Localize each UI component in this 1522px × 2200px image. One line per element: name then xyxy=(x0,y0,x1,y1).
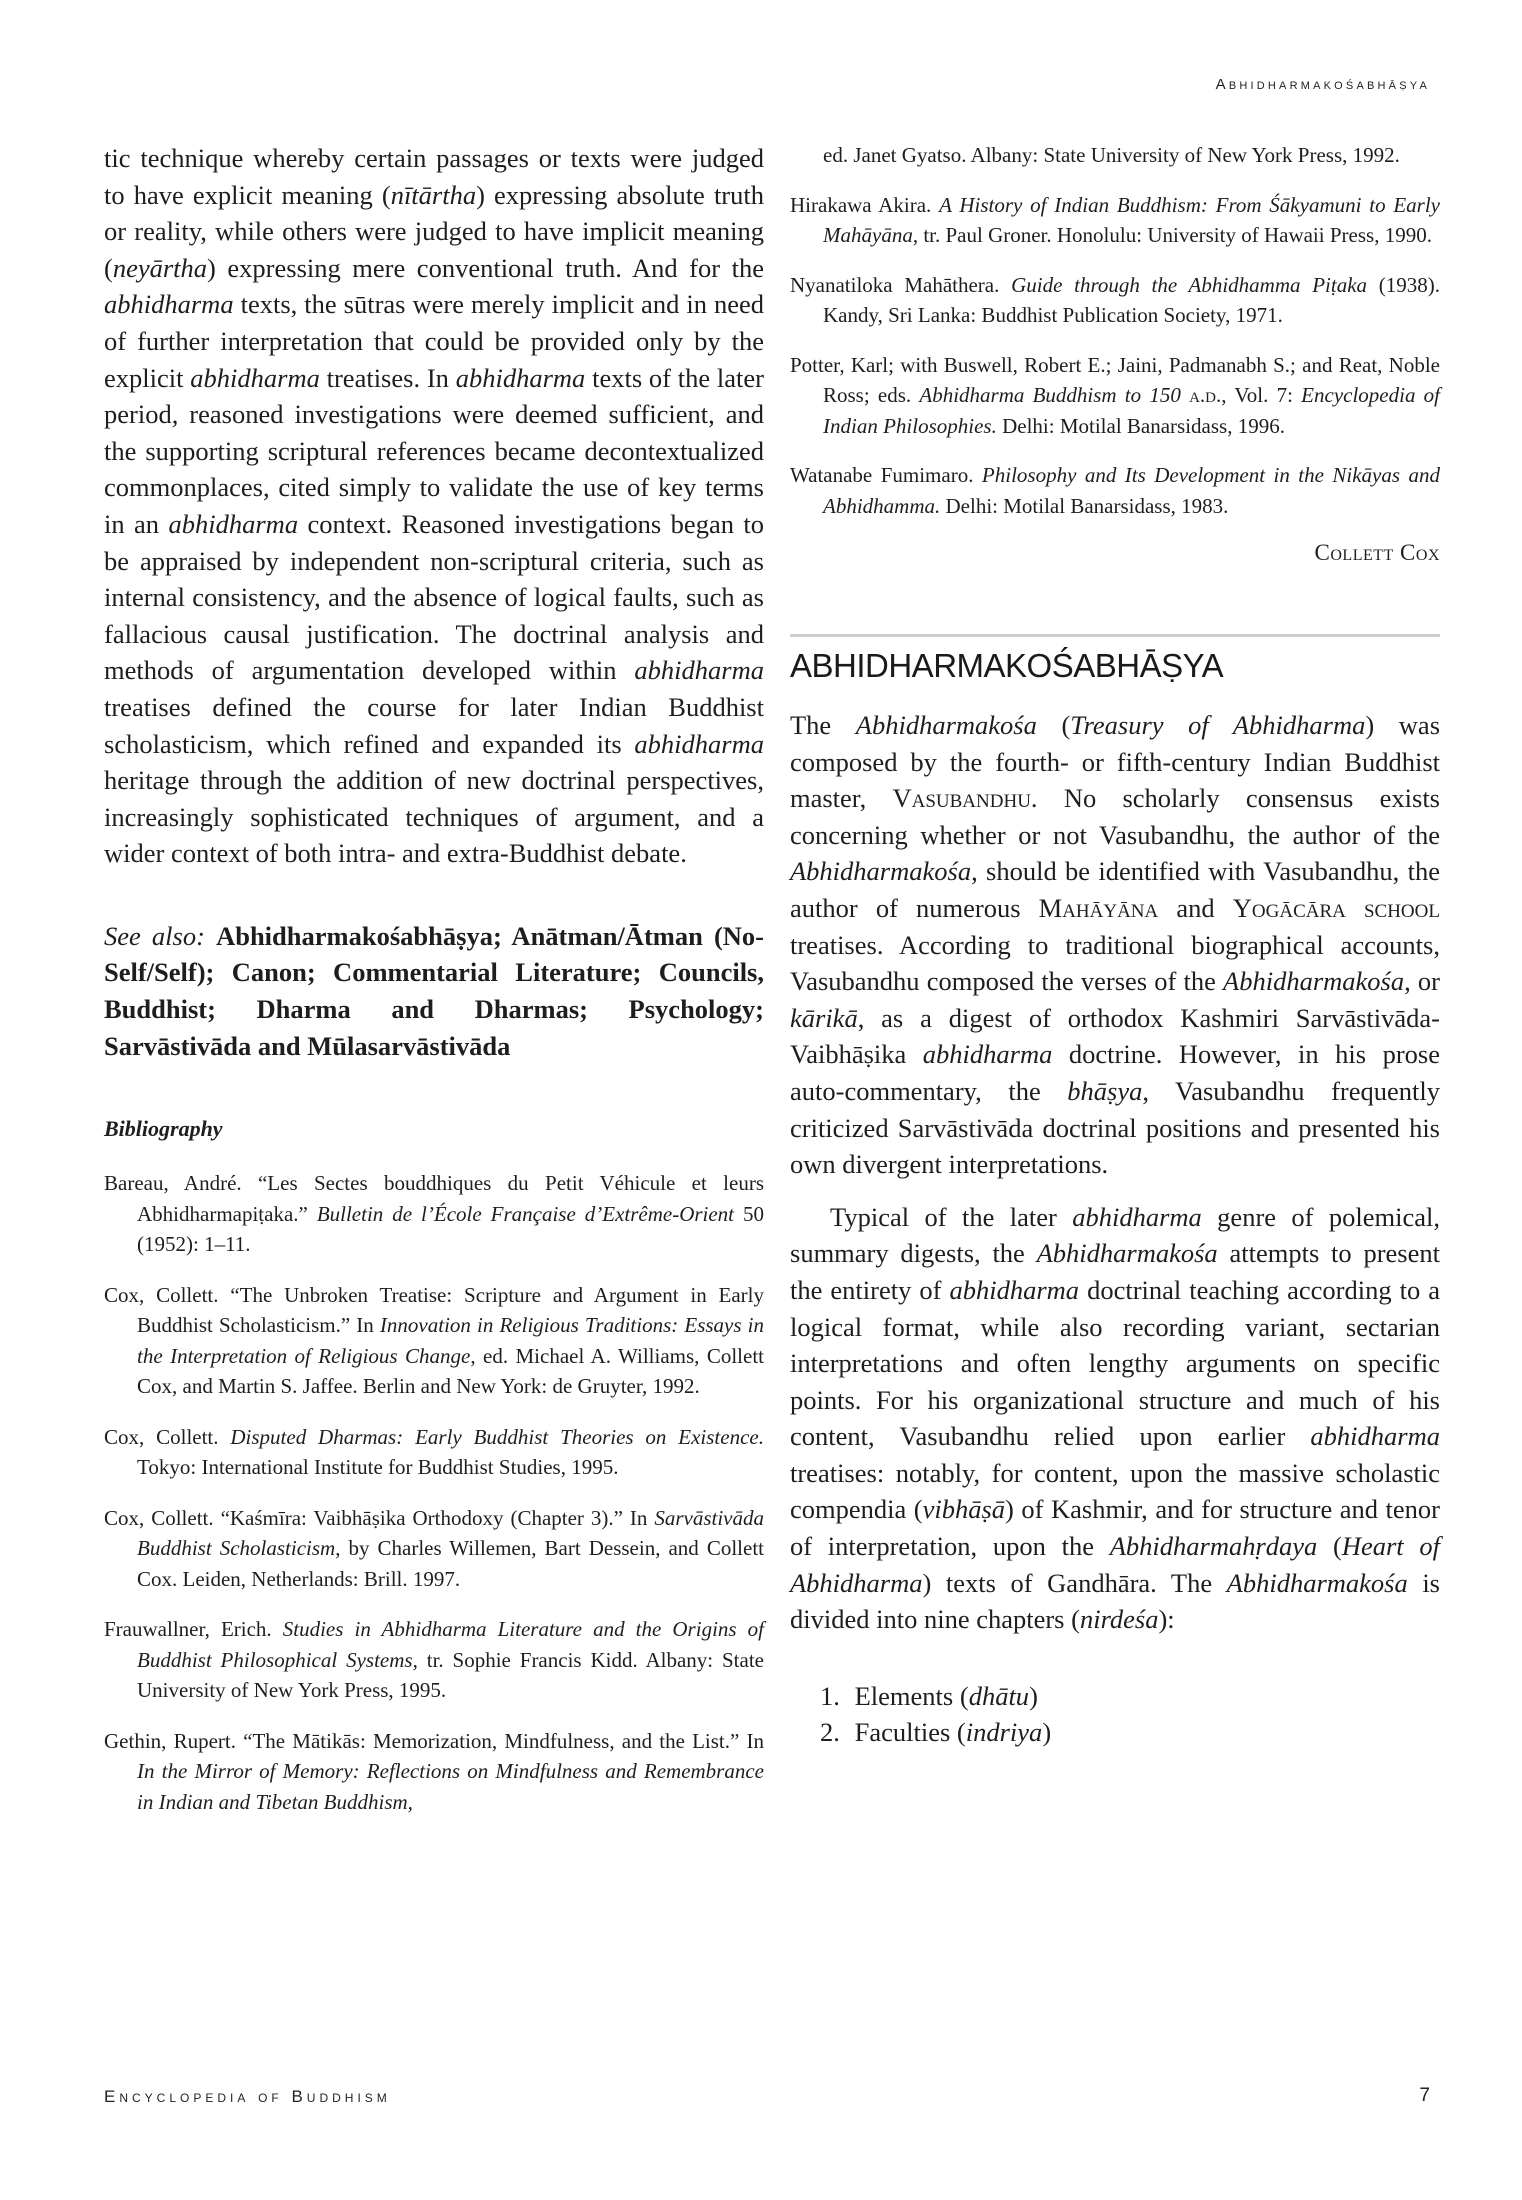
italic-term: Philosophy and Its Development in the Nikāyas and Abhidhamma. xyxy=(823,463,1440,518)
section-divider xyxy=(790,634,1440,637)
chapter-list xyxy=(790,1678,1440,1751)
bibliography-entry: Cox, Collett. “Kaśmīra: Vaibhāṣika Orthodoxy (Chapter 3).” In Sarvāstivāda Buddhist Scholasticism, by Charles Willemen, Bart Dessein, and Collett Cox. Leiden, Netherlands: Brill. 1997. xyxy=(104,1505,764,1591)
italic-term: kārikā xyxy=(790,1002,858,1033)
italic-term: bhāṣya xyxy=(1067,1075,1143,1106)
italic-term: nirdeśa xyxy=(1079,1604,1159,1635)
bibliography-entry: Bareau, André. “Les Sectes bouddhiques du Petit Véhicule et leurs Abhidharmapiṭaka.” Bulletin de l’École Française d’Extrême-Orient 50 (1952): 1–11. xyxy=(104,1171,764,1257)
bibliography-entry: Hirakawa Akira. A History of Indian Buddhism: From Śākyamuni to Early Mahāyāna, tr. Paul Groner. Honolulu: University of Hawaii Press, 1990. xyxy=(790,192,1441,247)
chapter-number: 1. xyxy=(820,1680,840,1711)
bibliography-entry: Gethin, Rupert. “The Mātikās: Memorization, Mindfulness, and the List.” In In the Mirror of Memory: Reflections on Mindfulness and Remembrance in Indian and Tibetan Buddhism, xyxy=(104,1728,764,1814)
bibliography-entry: Frauwallner, Erich. Studies in Abhidharma Literature and the Origins of Buddhist Philosophical Systems, tr. Sophie Francis Kidd. Albany: State University of New York Press, 1995. xyxy=(104,1617,764,1703)
italic-term: abhidharma xyxy=(922,1039,1053,1070)
footer-publication: Encyclopedia of Buddhism xyxy=(104,2087,391,2106)
body-paragraph: tic technique whereby certain passages or texts were judged to have explicit meaning (nītārtha) expressing absolute truth or reality, while others were judged to have implicit meaning (neyārtha) expressing mere conventional truth. And for the abhidharma texts, the sūtras were merely implicit and in need of further interpretation that could be provided only by the explicit abhidharma treatises. In abhidharma texts of the later period, reasoned investigations were deemed sufficient, and the supporting scriptural references became decontextualized commonplaces, cited simply to validate the use of key terms in an abhidharma context. Reasoned investigations began to be appraised by independent non-scriptural criteria, such as internal consistency, and the absence of logical faults, such as fallacious causal justification. The doctrinal analysis and methods of argumentation developed within abhidharma treatises defined the course for later Indian Buddhist scholasticism, which refined and expanded its abhidharma heritage through the addition of new doctrinal perspectives, increasingly sophisticated techniques of argument, and a wider context of both intra- and extra-Buddhist debate. xyxy=(104,143,765,869)
italic-term: Abhidharmakośa xyxy=(855,710,1037,740)
italic-term: Treasury of Abhidharma xyxy=(1070,710,1366,740)
see-also-label: See also: xyxy=(104,920,205,951)
italic-term: Abhidharmakośa xyxy=(1226,1567,1408,1598)
bibliography-entry: Watanabe Fumimaro. Philosophy and Its Development in the Nikāyas and Abhidhamma. Delhi: Motilal Banarsidass, 1983. xyxy=(790,463,1440,518)
italic-term: abhidharma xyxy=(104,289,234,320)
page-number: 7 xyxy=(1419,2085,1430,2106)
italic-term: Abhidharmahṛdaya xyxy=(1109,1531,1318,1562)
cross-reference[interactable]: a.d. xyxy=(1189,383,1222,407)
italic-term: Studies in Abhidharma Literature and the Origins of Buddhist Philosophical Systems xyxy=(137,1617,764,1672)
italic-term: abhidharma xyxy=(455,362,586,393)
cross-reference[interactable]: Vasubandhu xyxy=(892,783,1031,814)
bibliography-entry: Nyanatiloka Mahāthera. Guide through the Abhidhamma Piṭaka (1938). Kandy, Sri Lanka: Buddhist Publication Society, 1971. xyxy=(790,272,1440,327)
italic-term: Abhidharmakośa xyxy=(1036,1238,1218,1269)
cross-reference[interactable]: Yogācāra school xyxy=(1232,892,1440,923)
chapter-term: indriya xyxy=(965,1717,1043,1748)
see-also xyxy=(104,918,764,1064)
italic-term: Disputed Dharmas: Early Buddhist Theories on Existence. xyxy=(230,1424,764,1449)
italic-term: vibhāṣā xyxy=(922,1494,1006,1525)
right-column xyxy=(790,140,1440,1751)
italic-term: abhidharma xyxy=(1072,1201,1202,1232)
bibliography-entry: ed. Janet Gyatso. Albany: State University of New York Press, 1992. xyxy=(823,143,1400,167)
bibliography-entry: Cox, Collett. “The Unbroken Treatise: Scripture and Argument in Early Buddhist Scholasticism.” In Innovation in Religious Traditions: Essays in the Interpretation of Religious Change, ed. Michael A. Williams, Collett Cox, and Martin S. Jaffee. Berlin and New York: de Gruyter, 1992. xyxy=(104,1282,764,1399)
bibliography-entry: Cox, Collett. Disputed Dharmas: Early Buddhist Theories on Existence. Tokyo: International Institute for Buddhist Studies, 1995. xyxy=(104,1424,764,1480)
chapter-term: dhātu xyxy=(968,1680,1030,1711)
italic-term: abhidharma xyxy=(634,728,764,759)
article-author: Collett Cox xyxy=(1314,540,1440,565)
italic-term: abhidharma xyxy=(1310,1421,1440,1452)
italic-term: Abhidharma Buddhism to 150 xyxy=(919,383,1190,407)
italic-term: abhidharma xyxy=(949,1274,1080,1305)
italic-term: Abhidharmakośa xyxy=(790,856,972,887)
italic-term: Innovation in Religious Traditions: Essays in the Interpretation of Religious Change xyxy=(137,1313,764,1368)
body-paragraph-1: The Abhidharmakośa (Treasury of Abhidharma) was composed by the fourth- or fifth-century Indian Buddhist master, Vasubandhu. No scholarly consensus exists concerning whether or not Vasubandhu, the author of the Abhidharmakośa, should be identified with Vasubandhu, the author of numerous Mahāyāna and Yogācāra school treatises. According to traditional biographical accounts, Vasubandhu composed the verses of the Abhidharmakośa, or kārikā, as a digest of orthodox Kashmiri Sarvāstivāda-Vaibhāṣika abhidharma doctrine. However, in his prose auto-commentary, the bhāṣya, Vasubandhu frequently criticized Sarvāstivāda doctrinal positions and presented his own divergent interpretations. xyxy=(790,710,1441,1180)
body-paragraph-2: Typical of the later abhidharma genre of polemical, summary digests, the Abhidharmakośa attempts to present the entirety of abhidharma doctrinal teaching according to a logical format, while also recording variant, sectarian interpretations and often lengthy arguments on specific points. For his organizational structure and much of his content, Vasubandhu relied upon earlier abhidharma treatises: notably, for content, upon the massive scholastic compendia (vibhāṣā) of Kashmir, and for structure and tenor of interpretation, upon the Abhidharmahṛdaya (Heart of Abhidharma) texts of Gandhāra. The Abhidharmakośa is divided into nine chapters (nirdeśa): xyxy=(790,1201,1441,1635)
italic-term: neyārtha xyxy=(112,252,208,283)
chapter-item: 1. Elements (dhātu) xyxy=(820,1678,1440,1715)
chapter-number: 2. xyxy=(820,1717,840,1748)
italic-term: Guide through the Abhidhamma Piṭaka xyxy=(1011,272,1368,297)
italic-term: abhidharma xyxy=(190,362,320,393)
running-head: Abhidharmakośabhāṣya xyxy=(1215,76,1430,93)
italic-term: nītārtha xyxy=(390,179,477,210)
see-also-links[interactable]: Abhidharmakośabhāṣya; Anātman/Ātman (No-Self/Self); Canon; Commentarial Literature; Councils, Buddhist; Dharma and Dharmas; Psychology; Sarvāstivāda and Mūlasarvāstivāda xyxy=(104,920,765,1061)
italic-term: Heart of Abhidharma xyxy=(790,1531,1441,1598)
bibliography-entry: Potter, Karl; with Buswell, Robert E.; Jaini, Padmanabh S.; and Reat, Noble Ross; eds. Abhidharma Buddhism to 150 a.d., Vol. 7: Encyclopedia of Indian Philosophies. Delhi: Motilal Banarsidass, 1996. xyxy=(790,352,1441,438)
bibliography-heading: Bibliography xyxy=(104,1116,223,1142)
bibliography-continued xyxy=(790,140,1440,521)
italic-term: Encyclopedia of Indian Philosophies. xyxy=(823,383,1441,438)
italic-term: Bulletin de l’École Française d’Extrême-Orient xyxy=(316,1201,735,1226)
italic-term: Abhidharmakośa xyxy=(1223,966,1405,997)
left-column xyxy=(104,140,764,1837)
italic-term: A History of Indian Buddhism: From Śākyamuni to Early Mahāyāna xyxy=(823,192,1441,247)
italic-term: In the Mirror of Memory: Reflections on Mindfulness and Remembrance in Indian and Tibetan Buddhism, xyxy=(137,1759,764,1814)
italic-term: Sarvāstivāda Buddhist Scholasticism xyxy=(137,1505,764,1561)
bibliography-list xyxy=(104,1168,764,1817)
chapter-item: 2. Faculties (indriya) xyxy=(820,1714,1440,1751)
cross-reference[interactable]: Mahāyāna xyxy=(1038,892,1159,923)
article-title: ABHIDHARMAKOŚABHĀṢYA xyxy=(790,647,1224,684)
italic-term: abhidharma xyxy=(634,655,764,686)
italic-term: abhidharma xyxy=(168,508,299,539)
